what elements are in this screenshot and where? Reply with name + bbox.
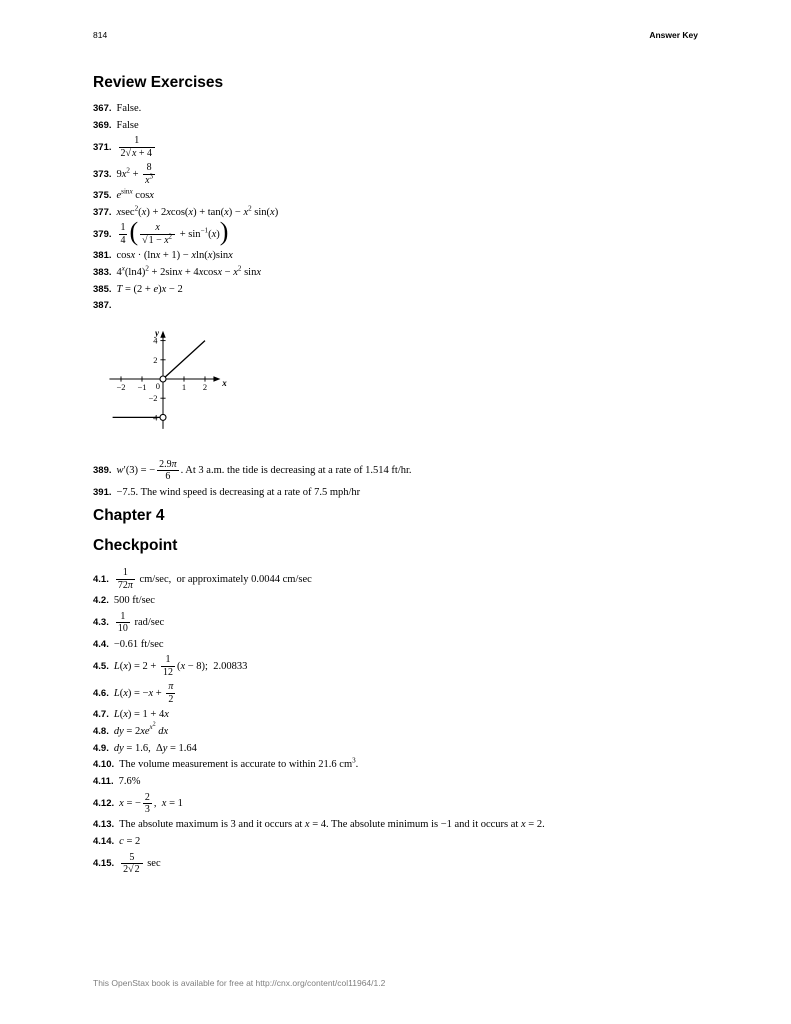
fraction-numerator: 1 — [165, 654, 171, 666]
item-answer: −7.5. The wind speed is decreasing at a rate of 7.5 mph/hr — [116, 486, 361, 498]
math-var: x — [149, 190, 154, 202]
answer-item-4-3 — [93, 611, 703, 635]
item-answer: False. — [116, 103, 142, 114]
graph-label: 1 — [181, 381, 187, 392]
math-var: x — [164, 709, 169, 721]
answer-item-373 — [93, 162, 703, 186]
math-var: π — [168, 681, 174, 693]
answer-item-4-12 — [93, 792, 703, 816]
graph-figure — [97, 321, 703, 441]
item-number: 4.2. — [93, 595, 109, 607]
item-number: 367. — [93, 103, 112, 114]
math-var: e — [153, 283, 159, 295]
answer-item-383 — [93, 266, 703, 280]
fraction-denominator: 4 — [120, 234, 126, 246]
answer-item-4-8 — [93, 722, 703, 739]
fraction-numerator: 1 — [120, 610, 126, 622]
fraction — [116, 567, 135, 591]
item-answer: w′(3) = − $\frac{2.9\pi}{6}$ . At 3 a.m. the tide is decreasing at a rate of 1.514 ft/hr. — [116, 458, 412, 483]
section-title-checkpoint: Checkpoint — [93, 537, 178, 555]
fraction-numerator: 1 — [120, 222, 126, 234]
item-number: 381. — [93, 250, 112, 262]
graph-axes — [109, 328, 227, 429]
fraction-denominator: 2 — [166, 693, 175, 705]
item-number: 4.13. — [93, 819, 115, 831]
math-var: w — [116, 465, 124, 477]
fraction — [121, 852, 142, 876]
fraction-denominator: 2√x + 4 — [119, 147, 156, 159]
answer-item-4-7 — [93, 708, 703, 722]
fraction — [143, 792, 152, 816]
fraction — [161, 654, 175, 678]
item-number: 383. — [93, 266, 112, 278]
answer-item-377 — [93, 206, 703, 220]
open-point — [160, 376, 166, 382]
math-var: x — [123, 709, 128, 721]
item-answer: 7.6% — [118, 775, 141, 787]
math-var: x — [123, 687, 128, 699]
math-var: x — [211, 228, 217, 240]
item-answer — [117, 135, 158, 159]
item-answer: L(x) = −x + $\frac{\pi}{2}$ — [113, 681, 174, 705]
item-answer: $\frac{5}{2√2}$ sec — [123, 851, 161, 876]
fraction-numerator — [140, 222, 175, 233]
math-var: x — [243, 206, 249, 218]
math-var: x — [164, 234, 169, 246]
fraction-numerator: 8 — [146, 162, 152, 174]
graph-label: 2 — [202, 381, 208, 392]
superscript: 2 — [168, 233, 173, 241]
item-number: 4.7. — [93, 709, 109, 721]
item-number: 4.3. — [93, 617, 109, 629]
fraction — [166, 681, 175, 705]
item-number: 375. — [93, 190, 112, 202]
answer-item-387 — [93, 299, 703, 313]
graph-label: x — [222, 377, 227, 388]
answer-item-4-4 — [93, 638, 703, 652]
math-var: x — [224, 206, 229, 218]
answer-item-4-2 — [93, 594, 703, 608]
math-var: x — [228, 250, 233, 262]
superscript — [150, 723, 156, 731]
item-answer: False — [116, 119, 139, 131]
item-answer: dy = 1.6, Δy = 1.64 — [113, 742, 197, 754]
superscript — [122, 264, 125, 272]
math-var: x — [145, 174, 150, 186]
open-paren: ( — [129, 216, 139, 246]
item-answer: L(x) = 1 + 4x — [113, 709, 169, 721]
answer-item-385 — [93, 283, 703, 297]
item-answer: cosx · (lnx + 1) − xln(x)sinx — [116, 250, 233, 262]
math-var: x — [180, 660, 186, 672]
item-number: 4.8. — [93, 725, 109, 737]
fraction — [157, 459, 178, 483]
item-answer: $9x^2$ + $\frac{8}{x^3}$ — [116, 162, 153, 186]
math-var: x — [217, 266, 223, 278]
item-answer: The volume measurement is accurate to within 21.6 $cm^3$. — [119, 756, 359, 771]
answer-item-379 — [93, 216, 703, 246]
item-answer: $\frac{1}{72\pi}$ cm/sec, or approximately 0.0044 cm/sec — [117, 567, 312, 591]
math-var: π — [127, 579, 133, 591]
item-answer: 500 ft/sec — [113, 595, 155, 607]
math-var: x — [121, 264, 125, 273]
item-number: 4.10. — [93, 759, 115, 771]
item-answer: $e^{sinx}$ cosx — [116, 187, 154, 202]
math-var: x — [141, 206, 147, 218]
item-answer: $\frac{1}{10}$ rad/sec — [117, 610, 165, 635]
math-var: x — [130, 250, 136, 262]
math-var: x — [191, 250, 197, 262]
math-var: x — [116, 206, 122, 218]
item-number: 4.11. — [93, 775, 114, 787]
superscript: sinx — [121, 187, 133, 196]
item-number: 373. — [93, 168, 112, 180]
fraction-denominator: 72π — [117, 579, 133, 591]
fraction — [116, 611, 130, 635]
fraction — [143, 162, 155, 186]
math-var: x — [233, 266, 238, 278]
superscript: 2 — [126, 166, 130, 175]
superscript: 3 — [352, 756, 356, 765]
fraction-denominator — [140, 234, 175, 246]
fraction-numerator: 2.9π — [159, 458, 177, 470]
item-answer: T = (2 + e)x − 2 — [116, 283, 183, 295]
graph-label: −1 — [137, 381, 147, 392]
section-title-chapter-4: Chapter 4 — [93, 507, 165, 525]
item-answer: x = − $\frac{2}{3}$ , x = 1 — [119, 791, 183, 815]
graph-label: 0 — [155, 380, 160, 391]
answer-item-389 — [93, 459, 703, 483]
item-answer: −0.61 ft/sec — [113, 638, 164, 650]
answer-item-4-15 — [93, 852, 703, 876]
item-number: 4.1. — [93, 573, 109, 585]
graph-label: −4 — [148, 412, 158, 423]
answer-item-4-5 — [93, 654, 703, 678]
math-var: x — [188, 206, 194, 218]
fraction-denominator — [143, 174, 155, 186]
answer-item-4-11 — [93, 775, 703, 789]
answer-item-375 — [93, 189, 703, 203]
math-var: x — [256, 266, 261, 278]
answer-item-367 — [93, 102, 703, 116]
math-var: x — [177, 266, 183, 278]
math-var: x — [207, 250, 213, 262]
math-var: L — [113, 687, 120, 699]
item-number: 4.6. — [93, 687, 109, 699]
fraction-denominator: 10 — [117, 623, 128, 635]
math-var: x — [129, 187, 133, 196]
running-head: Answer Key — [649, 30, 698, 40]
math-var: x — [149, 723, 153, 732]
item-answer: $4^x(\ln 4)^2 + 2\sin x + 4xcosx - x^2$ sinx — [116, 264, 261, 278]
item-number: 4.14. — [93, 836, 115, 848]
math-var: L — [113, 709, 120, 721]
math-var: x — [131, 147, 137, 159]
item-number: 4.4. — [93, 638, 109, 650]
answer-item-4-14 — [93, 835, 703, 849]
math-var: dy — [113, 742, 124, 754]
footer-attribution: This OpenStax book is available for free at http://cnx.org/content/col11964/1.2 — [93, 978, 386, 988]
answer-item-369 — [93, 119, 703, 133]
math-var: e — [116, 190, 122, 202]
radicand: x + 4 — [131, 147, 152, 159]
item-answer: L(x) = 2 + $\frac{1}{12}$ (x − 8); 2.00833 — [113, 654, 248, 678]
math-var: x — [520, 819, 526, 831]
item-number: 4.12. — [93, 797, 115, 809]
item-number: 371. — [93, 141, 112, 153]
section-title-review-exercises: Review Exercises — [93, 74, 224, 91]
item-number: 369. — [93, 119, 112, 131]
superscript: 2 — [248, 204, 252, 213]
graph-label: 2 — [153, 354, 158, 365]
math-var: dx — [158, 725, 169, 737]
graph-label: y — [155, 327, 159, 338]
item-answer: The absolute maximum is 3 and it occurs at x = 4. The absolute minimum is −1 and it occurs at x = 2. — [119, 819, 545, 831]
close-paren: ) — [219, 216, 229, 246]
item-number: 389. — [93, 465, 112, 477]
fraction — [140, 222, 175, 246]
item-answer: $\frac{1}{4}$ ( $\frac{x}{√1 - x^2}$ + $\sin^{-1}(x)$) — [120, 216, 229, 246]
superscript: 3 — [149, 173, 153, 181]
answer-item-391 — [93, 486, 703, 500]
item-answer: $xsec^2(x) + 2xcos(x) + \tan(x) - x^2$ sin(x) — [116, 204, 279, 218]
radicand: $1 - x^2$ — [148, 233, 173, 246]
graph-label: −2 — [148, 393, 158, 404]
math-var: xe — [140, 725, 150, 737]
answer-item-381 — [93, 249, 703, 263]
graph-label: 4 — [153, 335, 158, 346]
fraction — [119, 222, 128, 246]
fraction-numerator: 1 — [122, 567, 128, 579]
superscript: −1 — [200, 226, 209, 235]
item-number: 379. — [93, 228, 112, 240]
math-var: x — [155, 250, 161, 262]
item-number: 4.15. — [93, 858, 115, 870]
item-number: 4.9. — [93, 742, 109, 754]
item-number: 385. — [93, 283, 112, 295]
math-var: x — [148, 687, 154, 699]
page-content — [93, 74, 703, 879]
math-var: x — [121, 168, 127, 180]
square-root: √x + 4 — [125, 147, 152, 159]
math-var: L — [113, 660, 120, 672]
radicand: 2 — [134, 864, 140, 876]
item-answer: c = 2 — [119, 836, 141, 848]
open-point — [160, 414, 166, 420]
item-number: 391. — [93, 486, 112, 498]
answer-item-4-9 — [93, 742, 703, 756]
answer-item-4-10 — [93, 758, 703, 772]
fraction-denominator: 2√2 — [121, 863, 142, 875]
answer-item-4-1 — [93, 567, 703, 591]
math-var: x — [270, 206, 275, 218]
superscript: 2 — [237, 264, 242, 273]
fraction-numerator: 5 — [129, 851, 135, 863]
superscript: 2 — [145, 264, 149, 273]
fraction-denominator: 3 — [144, 803, 150, 815]
page-header — [93, 30, 698, 40]
math-var: x — [119, 797, 124, 809]
item-number: 387. — [93, 300, 112, 312]
math-var: y — [162, 742, 168, 754]
math-var: x — [166, 206, 171, 218]
answer-item-4-6 — [93, 681, 703, 705]
page-number: 814 — [93, 30, 108, 40]
superscript: 2 — [134, 204, 139, 213]
superscript: 2 — [152, 722, 156, 729]
answer-item-4-13 — [93, 818, 703, 832]
math-var: dy — [113, 725, 124, 737]
graph-svg — [97, 321, 247, 436]
math-var: x — [123, 660, 128, 672]
math-var: x — [198, 266, 204, 278]
math-var: x — [161, 283, 167, 295]
fraction-denominator: 6 — [157, 470, 178, 482]
math-var: T — [116, 283, 123, 295]
answer-item-371 — [93, 135, 703, 159]
math-var: c — [119, 836, 124, 848]
math-var: x — [155, 222, 160, 234]
math-var: x — [304, 819, 310, 831]
fraction — [119, 135, 156, 159]
item-number: 4.5. — [93, 660, 109, 672]
math-var: π — [171, 458, 177, 470]
item-answer: dy = $2xe^{x^2}$ dx — [113, 722, 169, 737]
fraction-numerator: 1 — [134, 135, 140, 147]
fraction-numerator — [166, 681, 175, 692]
fraction-numerator: 2 — [144, 791, 150, 803]
math-var: x — [161, 797, 167, 809]
fraction-denominator: 12 — [162, 666, 173, 678]
item-number: 377. — [93, 206, 112, 218]
square-root: $√1 - x^2$ — [142, 233, 173, 246]
graph-label: −2 — [116, 381, 126, 392]
square-root: √2 — [128, 864, 140, 876]
